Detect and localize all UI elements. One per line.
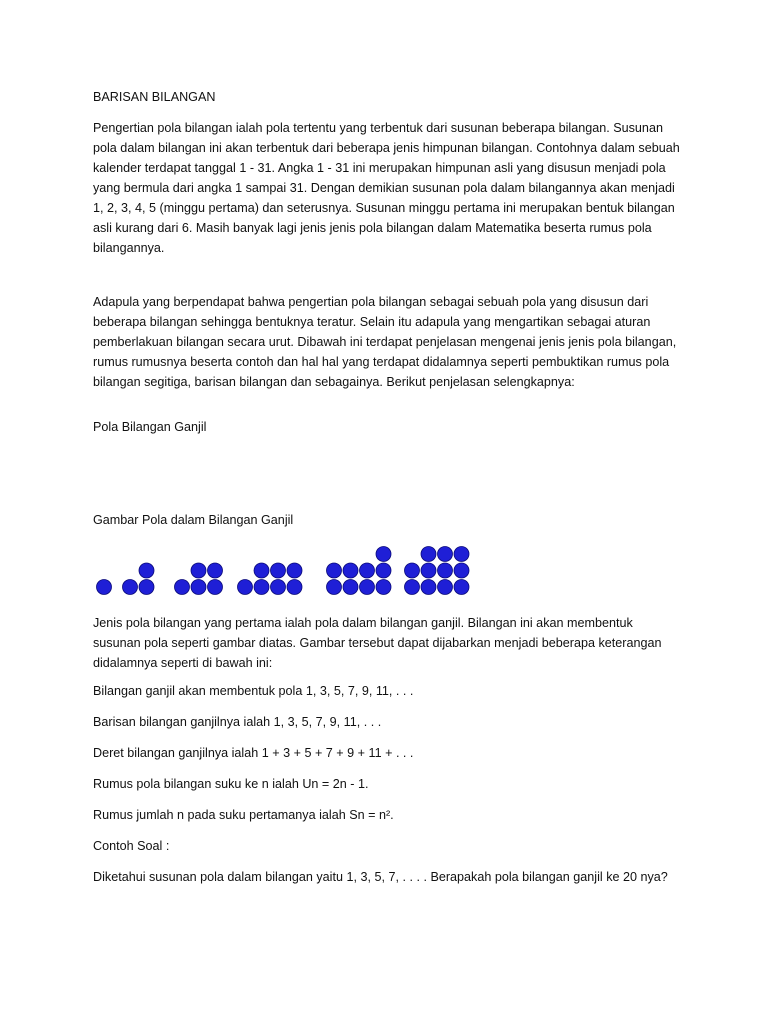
pattern-dot (454, 547, 469, 562)
pattern-dot (327, 563, 342, 578)
pattern-dot (287, 580, 302, 595)
pattern-dot (97, 580, 112, 595)
pattern-dot (208, 563, 223, 578)
pattern-dot (208, 580, 223, 595)
figure-caption: Gambar Pola dalam Bilangan Ganjil (93, 513, 294, 527)
pattern-dot (254, 563, 269, 578)
paragraph-jenis-pola: Jenis pola bilangan yang pertama ialah pola dalam bilangan ganjil. Bilangan ini akan membentuk susunan pola seperti gambar diatas. Gambar tersebut dapat dijabarkan menjadi beberapa keterangan didalamnya seperti di bawah ini: (93, 616, 662, 670)
pattern-dot (421, 563, 436, 578)
pattern-dot (327, 580, 342, 595)
pattern-dot (271, 580, 286, 595)
pattern-dot (360, 563, 375, 578)
pattern-dot (238, 580, 253, 595)
pattern-dot (175, 580, 190, 595)
pattern-dot (454, 580, 469, 595)
pattern-dot (139, 563, 154, 578)
pattern-dot (343, 580, 358, 595)
pattern-dot (360, 580, 375, 595)
pattern-dot (438, 547, 453, 562)
subheading-pola-bilangan-ganjil: Pola Bilangan Ganjil (93, 420, 207, 434)
pattern-dot (191, 580, 206, 595)
document-title: BARISAN BILANGAN (93, 90, 216, 104)
text-pola-ganjil: Bilangan ganjil akan membentuk pola 1, 3, 5, 7, 9, 11, . . . (93, 684, 414, 698)
text-rumus-jumlah: Rumus jumlah n pada suku pertamanya ialah Sn = n². (93, 808, 394, 822)
paragraph-pengertian: Pengertian pola bilangan ialah pola tertentu yang terbentuk dari susunan beberapa bilangan. Susunan pola dalam bilangan ini akan terbentuk dari beberapa jenis himpunan bilangan. Contohnya dalam sebuah kalender terdapat tanggal 1 - 31. Angka 1 - 31 ini merupakan himpunan asli yang disusun menjadi pola yang bermula dari angka 1 sampai 31. Dengan demikian susunan pola dalam bilangannya akan menjadi 1, 2, 3, 4, 5 (minggu pertama) dan seterusnya. Susunan minggu pertama ini merupakan bentuk bilangan asli kurang dari 6. Masih banyak lagi jenis jenis pola bilangan dalam Matematika beserta rumus pola bilangannya. (93, 121, 680, 255)
paragraph-adapula: Adapula yang berpendapat bahwa pengertian pola bilangan sebagai sebuah pola yang disusun dari beberapa bilangan sehingga bentuknya teratur. Selain itu adapula yang mengartikan sebagai aturan pemberlakuan bilangan secara urut. Dibawah ini terdapat penjelasan mengenai jenis jenis pola bilangan, rumus rumusnya beserta contoh dan hal hal yang terdapat didalamnya seperti pembuktikan rumus pola bilangan segitiga, barisan bilangan dan sebagainya. Berikut penjelasan selengkapnya: (93, 295, 677, 389)
pattern-dot (454, 563, 469, 578)
pattern-dot (123, 580, 138, 595)
pattern-dot (376, 563, 391, 578)
contoh-soal-heading: Contoh Soal : (93, 839, 170, 853)
pattern-dot (405, 563, 420, 578)
pattern-dot (405, 580, 420, 595)
pattern-dot (271, 563, 286, 578)
pattern-dot (376, 580, 391, 595)
contoh-soal-question: Diketahui susunan pola dalam bilangan yaitu 1, 3, 5, 7, . . . . Berapakah pola bilangan ganjil ke 20 nya? (93, 870, 668, 884)
text-barisan-ganjil: Barisan bilangan ganjilnya ialah 1, 3, 5, 7, 9, 11, . . . (93, 715, 382, 729)
pattern-dot (139, 580, 154, 595)
text-rumus-suku: Rumus pola bilangan suku ke n ialah Un = 2n - 1. (93, 777, 369, 791)
pattern-dot (376, 547, 391, 562)
pattern-dot (343, 563, 358, 578)
pattern-dot (191, 563, 206, 578)
text-deret-ganjil: Deret bilangan ganjilnya ialah 1 + 3 + 5 + 7 + 9 + 11 + . . . (93, 746, 414, 760)
pattern-dot (438, 563, 453, 578)
pattern-dot (438, 580, 453, 595)
pattern-dot (287, 563, 302, 578)
pattern-dot (421, 547, 436, 562)
pattern-dot (254, 580, 269, 595)
pattern-dot (421, 580, 436, 595)
